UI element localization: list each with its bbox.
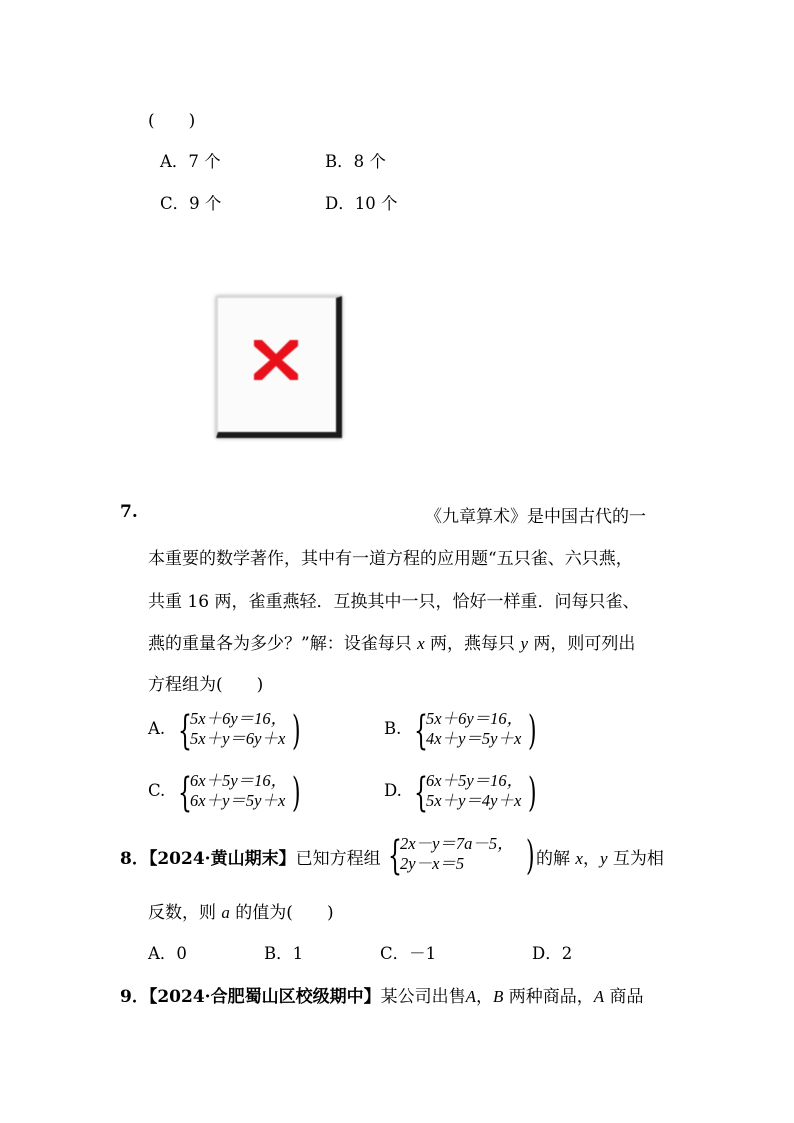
q8-option-c: C．－1 xyxy=(380,944,437,963)
q7-var-x: x xyxy=(417,634,425,653)
q7-line-4-text-b: 两，燕每只 xyxy=(424,634,521,654)
q7-option-d xyxy=(384,770,544,816)
q8-option-a: A．0 xyxy=(148,944,187,963)
q8-line-2-text-b: 的值为( ) xyxy=(229,903,334,923)
left-brace: { xyxy=(388,833,402,879)
q7-line-4 xyxy=(148,629,635,654)
q7-option-a-eq1: 5x＋6y＝16， xyxy=(190,709,288,728)
q8-text-a: 已知方程组 xyxy=(295,849,381,869)
q8-text-c: 互为相 xyxy=(607,849,664,869)
q7-option-d-eq2: 5x＋y＝4y＋x xyxy=(426,791,522,810)
q7-line-5: 方程组为( ) xyxy=(148,675,264,695)
q7-option-a-eq2: 5x＋y＝6y＋x xyxy=(190,729,286,748)
q8-number: 8． xyxy=(120,849,149,869)
q7-line-4-text-c: 两，则可列出 xyxy=(528,634,636,654)
q8-eq1: 2x－y＝7a－5， xyxy=(400,834,514,853)
broken-image-icon xyxy=(216,296,342,438)
q9-text-2: 两种商品， xyxy=(503,987,594,1007)
left-brace: { xyxy=(178,708,192,754)
q7-option-a-label: A. xyxy=(148,719,166,738)
left-brace: { xyxy=(178,770,192,816)
right-paren: ) xyxy=(528,708,537,754)
q7-line-1: 《九章算术》是中国古代的一 xyxy=(425,507,646,527)
right-paren: ) xyxy=(526,833,535,879)
q7-option-c-eq2: 6x＋y＝5y＋x xyxy=(190,791,286,810)
q6-option-c: C．9 个 xyxy=(160,194,222,213)
q9-var-b: B xyxy=(492,987,504,1006)
q8-eq2: 2y－x＝5 xyxy=(400,854,465,873)
q6-answer-blank: ( ) xyxy=(148,111,196,131)
q9-var-a-2: A xyxy=(593,987,605,1006)
right-paren: ) xyxy=(292,770,301,816)
q8-text-b: 的解 xyxy=(536,849,576,869)
q8-var-y: y xyxy=(599,849,608,868)
q9-text-3: 商品 xyxy=(604,987,644,1007)
q8-line-1-tail xyxy=(536,844,664,869)
q8-source: 【2024·黄山期末】 xyxy=(148,849,296,869)
q9-text: 某公司出售 xyxy=(380,987,466,1007)
q9-var-a: A xyxy=(465,987,476,1006)
q6-option-b: B．8 个 xyxy=(325,152,386,171)
q8-comma: ， xyxy=(582,849,600,869)
q7-line-2: 本重要的数学著作，其中有一道方程的应用题“五只雀、六只燕， xyxy=(148,549,633,569)
q7-number: 7. xyxy=(120,502,138,522)
right-paren: ) xyxy=(528,770,537,816)
q7-option-c-eq1: 6x＋5y＝16， xyxy=(190,771,288,790)
q6-option-a: A．7 个 xyxy=(160,152,221,171)
q9-number: 9． xyxy=(120,987,149,1007)
q8-line-1 xyxy=(120,844,381,869)
left-brace: { xyxy=(414,708,428,754)
q8-var-a: a xyxy=(221,903,230,922)
q8-option-b: B．1 xyxy=(264,944,304,963)
left-brace: { xyxy=(414,770,428,816)
q7-line-3: 共重 16 两，雀重燕轻．互换其中一只，恰好一样重．问每只雀、 xyxy=(148,592,640,612)
q6-option-d: D．10 个 xyxy=(325,194,398,213)
q7-line-4-text-a: 燕的重量各为多少？”解：设雀每只 xyxy=(148,634,418,654)
q8-option-d: D．2 xyxy=(532,944,573,963)
q8-line-2 xyxy=(148,898,334,923)
q7-option-c xyxy=(148,770,308,816)
q7-option-d-eq1: 6x＋5y＝16， xyxy=(426,771,524,790)
q7-option-b-eq2: 4x＋y＝5y＋x xyxy=(426,729,522,748)
q7-option-b-eq1: 5x＋6y＝16， xyxy=(426,709,524,728)
q7-option-a xyxy=(148,708,308,754)
q7-option-d-label: D. xyxy=(384,781,402,800)
q7-option-b xyxy=(384,708,544,754)
q9-line-1 xyxy=(120,982,644,1007)
q7-option-c-label: C. xyxy=(148,781,166,800)
q7-var-y: y xyxy=(520,634,529,653)
right-paren: ) xyxy=(292,708,301,754)
q8-equation-system xyxy=(388,834,538,878)
q8-line-2-text-a: 反数，则 xyxy=(148,903,222,923)
q9-source: 【2024·合肥蜀山区校级期中】 xyxy=(148,987,381,1007)
q7-option-b-label: B. xyxy=(384,719,402,738)
q9-sep: ， xyxy=(475,987,493,1007)
q8-var-x: x xyxy=(575,849,583,868)
